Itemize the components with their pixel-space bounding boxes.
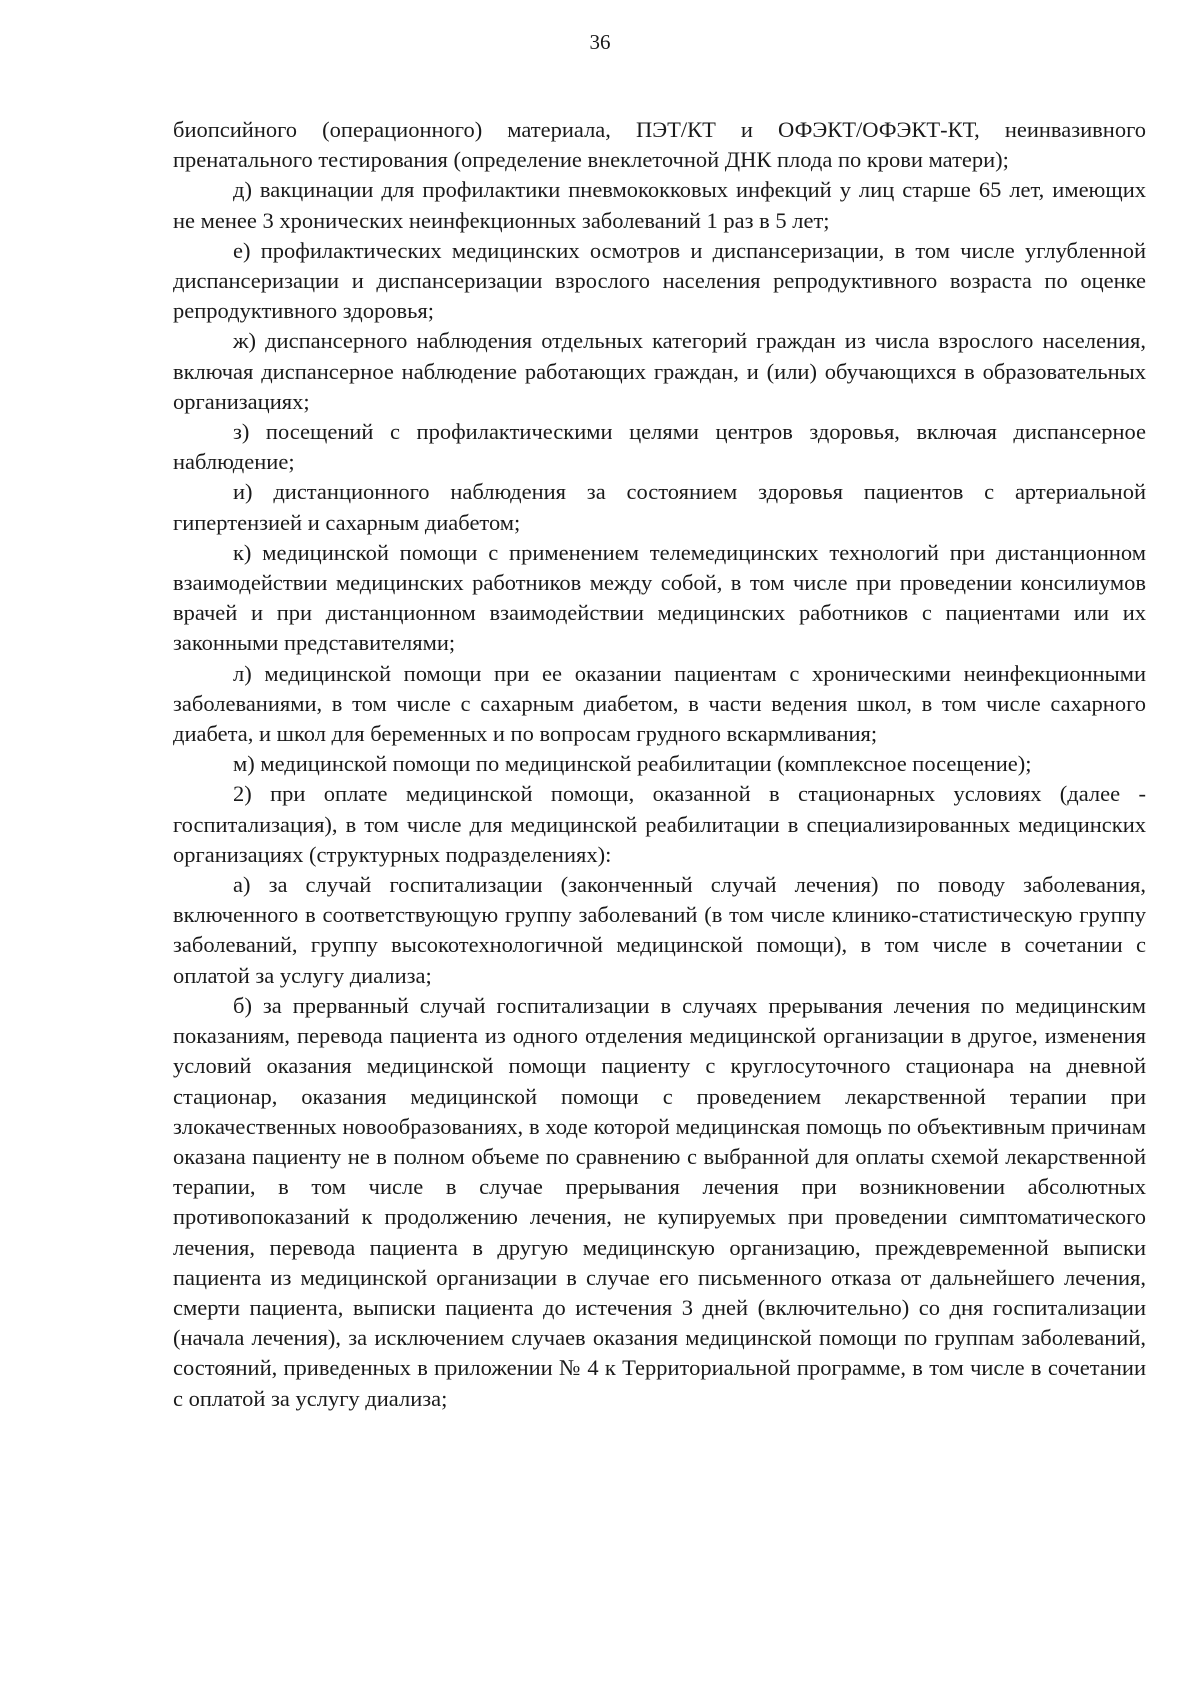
paragraph-item-k: к) медицинской помощи с применением телемедицинских технологий при дистанционном взаимодействии медицинских работников между собой, в том числе при проведении консилиумов врачей и при дистанционном взаимодействии медицинских работников с пациентами или их законными представителями; xyxy=(173,539,1146,656)
paragraph-item-i: и) дистанционного наблюдения за состоянием здоровья пациентов с артериальной гипертензией и сахарным диабетом; xyxy=(173,479,1146,535)
paragraph-item-m: м) медицинской помощи по медицинской реабилитации (комплексное посещение); xyxy=(233,751,1032,777)
paragraph-item-e: е) профилактических медицинских осмотров и диспансеризации, в том числе углубленной диспансеризации и диспансеризации взрослого населения репродуктивного возраста по оценке репродуктивного здоровья; xyxy=(173,237,1146,324)
paragraph-section-2: 2) при оплате медицинской помощи, оказанной в стационарных условиях (далее - госпитализация), в том числе для медицинской реабилитации в специализированных медицинских организациях (структурных подразделениях): xyxy=(173,781,1146,867)
paragraph-item-a: а) за случай госпитализации (законченный случай лечения) по поводу заболевания, включенного в соответствующую группу заболеваний (в том числе клинико-статистическую группу заболеваний, группу высокотехнологичной медицинской помощи), в том числе в сочетании с оплатой за услугу диализа; xyxy=(173,872,1146,988)
paragraph-item-b: б) за прерванный случай госпитализации в случаях прерывания лечения по медицинским показаниям, перевода пациента из одного отделения медицинской организации в другое, изменения условий оказания медицинской помощи пациенту с круглосуточного стационара на дневной стационар, оказания медицинской помощи с проведением лекарственной терапии при злокачественных новообразованиях, в ходе которой медицинская помощь по объективным причинам оказана пациенту не в полном объеме по сравнению с выбранной для оплаты схемой лекарственной терапии, в том числе в случае прерывания лечения при возникновении абсолютных противопоказаний к продолжению лечения, не купируемых при проведении симптоматического лечения, перевода пациента в другую медицинскую организацию, преждевременной выписки пациента из медицинской организации в случае его письменного отказа от дальнейшего лечения, смерти пациента, выписки пациента до истечения 3 дней (включительно) со дня госпитализации (начала лечения), за исключением случаев оказания медицинской помощи по группам заболеваний, состояний, приведенных в приложении № 4 к Территориальной программе, в том числе в сочетании с оплатой за услугу диализа; xyxy=(173,992,1146,1411)
paragraph-item-zh: ж) диспансерного наблюдения отдельных категорий граждан из числа взрослого населения, включая диспансерное наблюдение работающих граждан, и (или) обучающихся в образовательных организациях; xyxy=(173,328,1146,414)
paragraph-item-z: з) посещений с профилактическими целями центров здоровья, включая диспансерное наблюдение; xyxy=(173,419,1146,475)
paragraph-item-l: л) медицинской помощи при ее оказании пациентам с хроническими неинфекционными заболеваниями, в том числе с сахарным диабетом, в части ведения школ, в том числе сахарного диабета, и школ для беременных и по вопросам грудного вскармливания; xyxy=(173,660,1146,747)
paragraph-continuation: биопсийного (операционного) материала, ПЭТ/КТ и ОФЭКТ/ОФЭКТ-КТ, неинвазивного пренатального тестирования (определение внеклеточной ДНК плода по крови матери); xyxy=(173,117,1146,173)
paragraph-item-d: д) вакцинации для профилактики пневмококковых инфекций у лиц старше 65 лет, имеющих не менее 3 хронических неинфекционных заболеваний 1 раз в 5 лет; xyxy=(173,177,1146,233)
document-body xyxy=(173,115,1146,1414)
page-number: 36 xyxy=(589,30,611,54)
